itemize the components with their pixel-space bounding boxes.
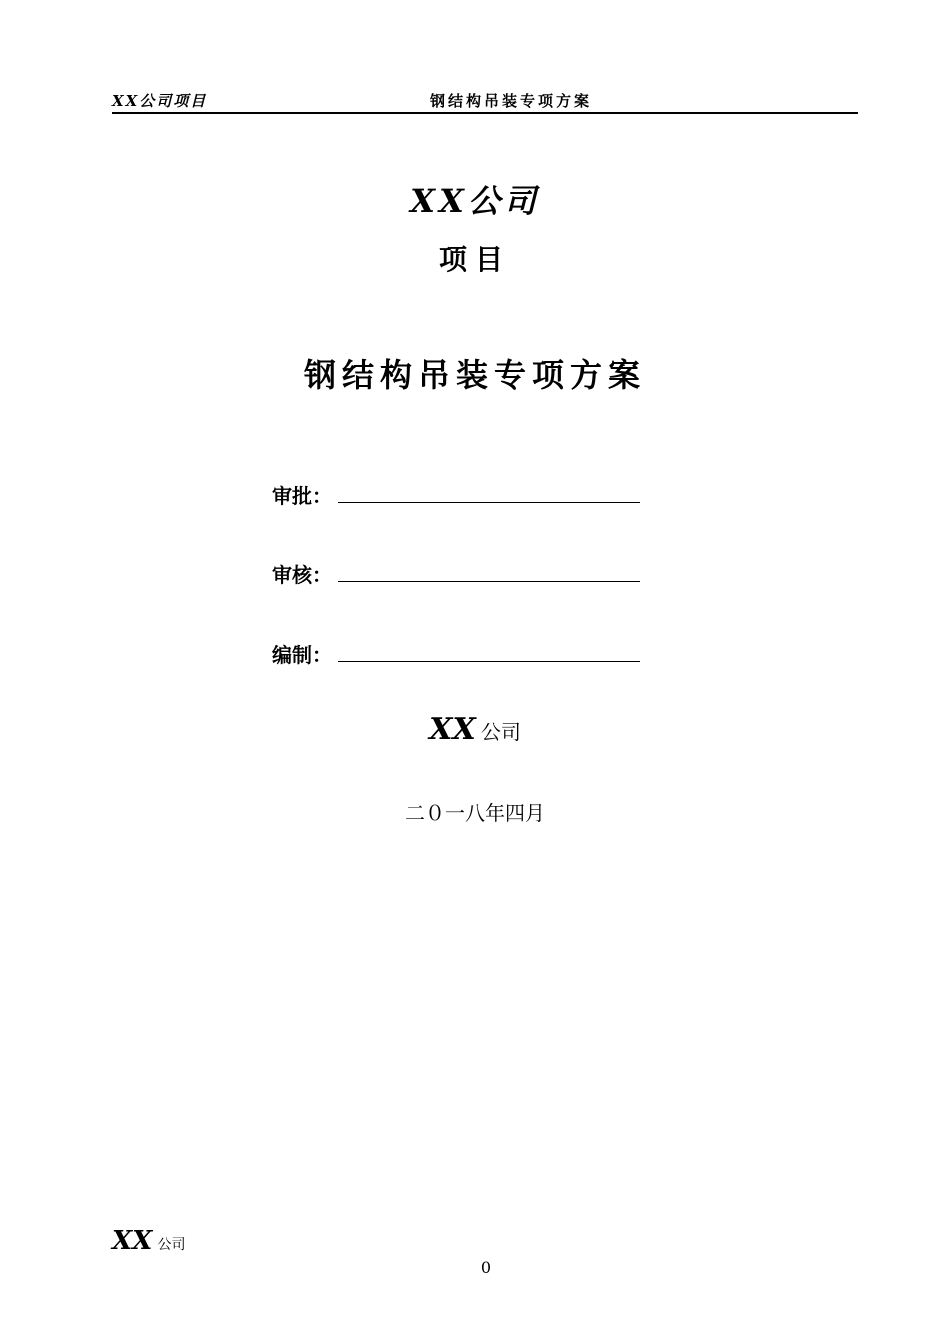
prepared-label: 编制：	[272, 643, 332, 667]
page-number: 0	[480, 1258, 492, 1277]
cover-date: 二０一八年四月	[405, 801, 545, 825]
approval-signature-line	[338, 502, 640, 503]
footer-xx: XX	[112, 1226, 153, 1256]
issuer-company: 公司	[480, 720, 521, 744]
header-doc-title: 钢结构吊装专项方案	[430, 92, 593, 110]
cover-title: 钢结构吊装专项方案	[303, 356, 646, 394]
header-divider	[112, 112, 858, 114]
prepared-signature-line	[338, 661, 640, 662]
footer-company-label: 公司	[157, 1237, 186, 1253]
cover-company: XX公司	[410, 182, 540, 220]
issuer	[0, 712, 950, 747]
review-label: 审核：	[272, 563, 332, 587]
review-signature-line	[338, 581, 640, 582]
approval-label: 审批：	[272, 484, 332, 508]
cover-project: 项目	[438, 243, 511, 276]
issuer-xx: XX	[429, 712, 476, 747]
footer-company	[112, 1226, 185, 1256]
header-company-project: XX公司项目	[112, 92, 208, 110]
